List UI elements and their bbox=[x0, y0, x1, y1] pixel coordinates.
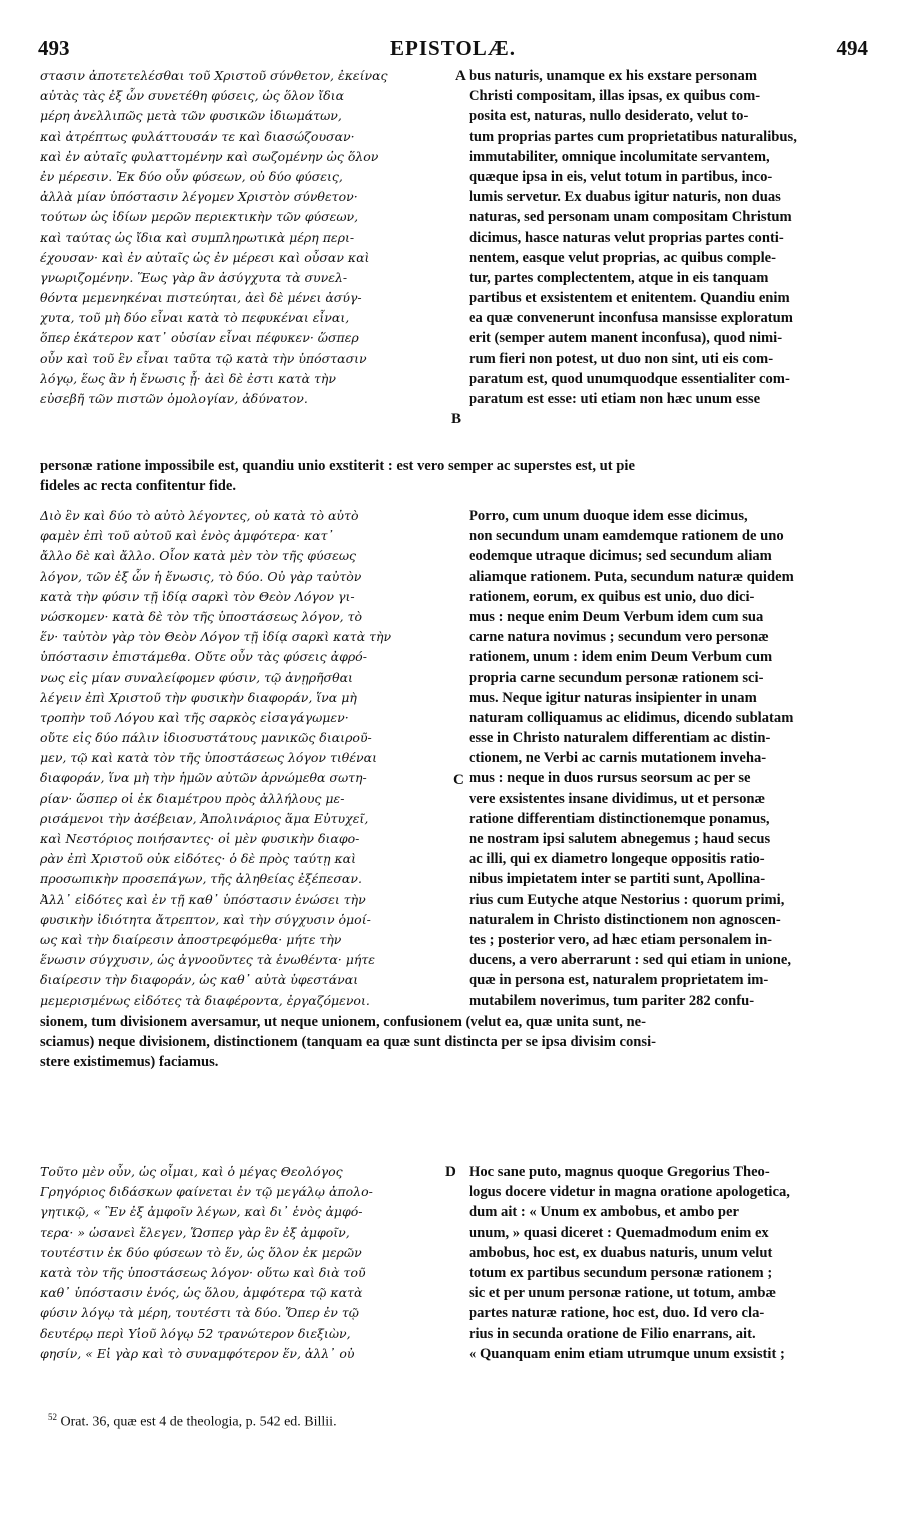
latin-line: rationem, eorum, ex quibus est unio, duo dici- bbox=[469, 588, 755, 605]
latin-line: mus : neque in duos rursus seorsum ac per se bbox=[469, 770, 751, 787]
latin-line: rius in secunda oratione de Filio enarrans, ait. bbox=[469, 1325, 756, 1342]
latin-line: ratione differentiam distinctionemque ponamus, bbox=[469, 810, 770, 827]
greek-line: ἐν μέρεσιν. Ἐκ δύο οὖν φύσεων, οὐ δύο φύσεις, bbox=[40, 168, 343, 184]
latin-line: totum ex partibus secundum personæ rationem ; bbox=[469, 1264, 773, 1281]
text-line: stere existimemus) faciamus. bbox=[40, 1054, 219, 1071]
greek-line: γητικῷ, « Ἓν ἐξ ἀμφοῖν λέγων, καὶ δι᾽ ἑνὸς ἀμφό- bbox=[40, 1204, 363, 1220]
latin-line: Hoc sane puto, magnus quoque Gregorius Theo- bbox=[469, 1164, 770, 1180]
latin-line: partibus et exsistentem et enitentem. Quandiu enim bbox=[469, 290, 790, 307]
latin-line: propria carne secundum personæ rationem sci- bbox=[469, 669, 764, 686]
text-line: personæ ratione impossibile est, quandiu unio exstiterit : est vero semper ac superstes est, ut pie bbox=[40, 458, 635, 474]
latin-line: tur, partes complectentem, atque in eis tanquam bbox=[469, 269, 769, 286]
greek-line: τροπὴν τοῦ Λόγου καὶ τῆς σαρκὸς εἰσαγάγωμεν· bbox=[40, 709, 349, 725]
footnote-marker: 52 bbox=[48, 1412, 57, 1422]
latin-column bbox=[469, 1162, 869, 1364]
greek-line: οὔτε εἰς δύο πάλιν ἰδιοσυστάτους μανικῶς διαιροῦ- bbox=[40, 730, 372, 746]
greek-line: Διὸ ἓν καὶ δύο τὸ αὐτὸ λέγοντες, οὐ κατὰ τὸ αὐτὸ bbox=[40, 508, 359, 523]
latin-line: nibus impietatem inter se partiti sunt, Apollina- bbox=[469, 871, 766, 888]
greek-line: έχουσαν· καὶ ἐν αὐταῖς ὡς ἐν μέρεσι καὶ οὖσαν καὶ bbox=[40, 249, 370, 265]
latin-line: immutabiliter, omnique incolumitate servantem, bbox=[469, 148, 770, 165]
greek-line: ρίαν· ὥσπερ οἱ ἐκ διαμέτρου πρὸς ἀλλήλους με- bbox=[40, 790, 345, 806]
greek-line: κατὰ τὴν φύσιν τῇ ἰδίᾳ σαρκὶ τὸν Θεὸν Λόγον γι- bbox=[40, 588, 355, 604]
latin-line: vere exsistentes insane dividimus, ut et personæ bbox=[469, 790, 766, 807]
greek-line: ρισάμενοι τὴν ἀσέβειαν, Ἀπολινάριος ἅμα Εὐτυχεῖ, bbox=[40, 810, 369, 826]
greek-line: καὶ Νεστόριος ποιήσαντες· οἱ μὲν φυσικὴν διαφο- bbox=[40, 831, 360, 846]
greek-column bbox=[40, 506, 452, 1011]
greek-line: φαμὲν ἐπὶ τοῦ αὐτοῦ καὶ ἑνὸς ἀμφότερα· κατ᾽ bbox=[40, 528, 334, 544]
latin-line: erit (semper autem manent inconfusa), quod nimi- bbox=[469, 330, 783, 347]
greek-line: τουτέστιν ἐκ δύο φύσεων τὸ ἕν, ὡς ὅλον ἐκ μερῶν bbox=[40, 1244, 362, 1260]
greek-line: μεν, τῷ καὶ κατὰ τὸν τῆς ὑποστάσεως λόγον τιθέναι bbox=[40, 750, 377, 766]
latin-line: unum, » quasi diceret : Quemadmodum enim ex bbox=[469, 1224, 769, 1241]
full-width-text-1 bbox=[40, 456, 870, 496]
greek-line: διαίρεσιν τὴν διαφοράν, ὡς καθ᾽ αὐτὰ ὑφεστάναι bbox=[40, 972, 359, 988]
page-header bbox=[38, 36, 868, 62]
latin-line: quæ in persona est, naturalem proprietatem im- bbox=[469, 972, 769, 989]
latin-line: tum proprias partes cum proprietatibus naturalibus, bbox=[469, 128, 797, 145]
greek-line: ἀλλὰ μίαν ὑπόστασιν λέγομεν Χριστὸν σύνθετον· bbox=[40, 189, 358, 205]
latin-line: Christi compositam, illas ipsas, ex quibus com- bbox=[469, 88, 761, 105]
latin-column bbox=[469, 66, 869, 409]
latin-line: bus naturis, unamque ex his exstare personam bbox=[469, 68, 757, 84]
page-number-left: 493 bbox=[38, 36, 70, 60]
latin-line: naturam colliquamus ac elidimus, dicendo sublatam bbox=[469, 709, 794, 726]
latin-line: lumis servetur. Ex duabus igitur naturis, non duas bbox=[469, 189, 781, 206]
latin-line: logus docere videtur in magna oratione apologetica, bbox=[469, 1184, 790, 1201]
greek-column bbox=[40, 66, 452, 409]
latin-line: carne natura novimus ; secundum vero personæ bbox=[469, 629, 769, 646]
greek-line: ἕν· ταὐτὸν γὰρ τὸν Θεὸν Λόγον τῇ ἰδίᾳ σαρκὶ κατὰ τὴν bbox=[40, 629, 392, 645]
latin-line: ambobus, hoc est, ex duabus naturis, unum velut bbox=[469, 1244, 773, 1261]
latin-line: mus : neque enim Deum Verbum idem cum sua bbox=[469, 608, 764, 625]
greek-line: ως καὶ τὴν διαίρεσιν ἀποστρεφόμεθα· μήτε τὴν bbox=[40, 931, 342, 947]
greek-line: στασιν ἀποτετελέσθαι τοῦ Χριστοῦ σύνθετον, ἐκείνας bbox=[40, 68, 388, 83]
text-line: sionem, tum divisionem aversamur, ut neque unionem, confusionem (velut ea, quæ unita sunt, ne- bbox=[40, 1014, 646, 1030]
latin-line: quæque ipsa in eis, velut totum in partibus, inco- bbox=[469, 168, 773, 185]
greek-line: θόντα μεμενηκέναι πιστεύηται, ἀεὶ δὲ μένει ἀσύγ- bbox=[40, 290, 362, 306]
margin-letter-d: D bbox=[445, 1164, 456, 1180]
latin-line: naturas, sed personam unam compositam Christum bbox=[469, 209, 792, 226]
greek-line: φυσικὴν ἰδιότητα ἄτρεπτον, καὶ τὴν σύγχυσιν ὁμοί- bbox=[40, 911, 371, 927]
greek-line: χυτα, τοῦ μὴ δύο εἶναι κατὰ τὸ πεφυκέναι εἶναι, bbox=[40, 310, 350, 326]
margin-letter-c: C bbox=[453, 772, 464, 788]
latin-line: rius cum Eutyche atque Nestorius : quorum primi, bbox=[469, 891, 785, 908]
greek-line: φύσιν λόγῳ τὰ μέρη, τουτέστι τὰ δύο. Ὅπερ ἐν τῷ bbox=[40, 1305, 359, 1321]
greek-line: φησίν, « Εἰ γὰρ καὶ τὸ συναμφότερον ἕν, ἀλλ᾽ οὐ bbox=[40, 1345, 355, 1361]
latin-line: nentem, easque velut proprias, ac quibus comple- bbox=[469, 249, 777, 266]
footnote-text: Orat. 36, quæ est 4 de theologia, p. 542 ed. Billii. bbox=[60, 1414, 337, 1430]
greek-line: Γρηγόριος διδάσκων φαίνεται ἐν τῷ μεγάλῳ ἀπολο- bbox=[40, 1184, 373, 1200]
latin-line: dicimus, hasce naturas velut proprias partes conti- bbox=[469, 229, 784, 246]
latin-column bbox=[469, 506, 869, 1011]
latin-line: esse in Christo naturalem differentiam ac distin- bbox=[469, 730, 771, 747]
greek-line: τούτων ὡς ἰδίων μερῶν περιεκτικὴν τῶν φύσεων, bbox=[40, 209, 359, 225]
greek-line: καὶ ἀτρέπτως φυλάττουσάν τε καὶ διασώζουσαν· bbox=[40, 128, 355, 144]
greek-line: καὶ ἐν αὐταῖς φυλαττομένην καὶ σωζομένην ὡς ὅλον bbox=[40, 148, 379, 164]
latin-line: tes ; posterior vero, ad hæc etiam personalem in- bbox=[469, 931, 773, 948]
latin-line: ne nostram ipsi salutem abnegemus ; haud secus bbox=[469, 831, 771, 847]
greek-line: νως εἰς μίαν συναλείφομεν φύσιν, τῷ ἀνῃρῆσθαι bbox=[40, 669, 353, 685]
greek-line: νώσκομεν· κατὰ δὲ τὸν τῆς ὑποστάσεως λόγον, τὸ bbox=[40, 608, 363, 624]
latin-line: eodemque utraque dicimus; sed secundum aliam bbox=[469, 548, 772, 565]
full-width-text-2 bbox=[40, 1012, 870, 1073]
latin-line: naturalem in Christo distinctionem non agnoscen- bbox=[469, 911, 781, 928]
greek-line: καὶ ταύτας ὡς ἴδια καὶ συμπληρωτικὰ μέρη περι- bbox=[40, 229, 355, 245]
latin-line: ducens, a vero aberrarunt : sed qui etiam in unione, bbox=[469, 952, 792, 969]
footnote bbox=[48, 1412, 337, 1431]
latin-line: dum ait : « Unum ex ambobus, et ambo per bbox=[469, 1204, 739, 1221]
greek-line: ἕνωσιν σύγχυσιν, ὡς ἀγνοοῦντες τὰ ἑνωθέντα· μήτε bbox=[40, 952, 375, 968]
latin-line: Porro, cum unum duoque idem esse dicimus, bbox=[469, 508, 748, 524]
greek-line: εὐσεβῆ τῶν πιστῶν ὁμολογίαν, ἀδύνατον. bbox=[40, 391, 308, 406]
greek-line: κατὰ τὸν τῆς ὑποστάσεως λόγον· οὕτω καὶ διὰ τοῦ bbox=[40, 1264, 366, 1280]
greek-line: μέρη ἀνελλιπῶς μετὰ τῶν φυσικῶν ἰδιωμάτων, bbox=[40, 108, 342, 124]
greek-line: ὅπερ ἑκάτερον κατ᾽ οὐσίαν εἶναι πέφυκεν· ὥσπερ bbox=[40, 330, 359, 346]
latin-line: rationem, unum : idem enim Deum Verbum cum bbox=[469, 649, 773, 666]
page-number-right: 494 bbox=[836, 36, 868, 60]
latin-line: sic et per unum personæ ratione, ut totum, ambæ bbox=[469, 1285, 777, 1302]
latin-line: ea quæ convenerunt inconfusa mansisse exploratum bbox=[469, 310, 793, 327]
greek-line: λόγῳ, ἕως ἂν ἡ ἕνωσις ᾖ· ἀεὶ δὲ ἐστι κατὰ τὴν bbox=[40, 370, 336, 386]
latin-line: rum fieri non potest, ut duo non sint, uti eis com- bbox=[469, 350, 774, 367]
latin-line: « Quanquam enim etiam utrumque unum exsistit ; bbox=[469, 1345, 785, 1362]
margin-letter-b: B bbox=[451, 411, 462, 427]
greek-line: δευτέρῳ περὶ Υἱοῦ λόγῳ 52 τρανώτερον διεξιὼν, bbox=[40, 1325, 351, 1341]
greek-line: λόγον, τῶν ἐξ ὧν ἡ ἕνωσις, τὸ δύο. Οὐ γὰρ ταὐτὸν bbox=[40, 568, 362, 584]
margin-letter-a: A bbox=[455, 68, 466, 84]
greek-line: Ἀλλ᾽ εἰδότες καὶ ἐν τῇ καθ᾽ ὑπόστασιν ἑνώσει τὴν bbox=[40, 891, 366, 907]
greek-line: μεμερισμένως εἰδότες τὰ διαφέροντα, ἐργαζόμενοι. bbox=[40, 992, 370, 1008]
text-line: fideles ac recta confitentur fide. bbox=[40, 478, 237, 495]
greek-line: αὐτὰς τὰς ἐξ ὧν συνετέθη φύσεις, ὡς ὅλον ἴδια bbox=[40, 88, 345, 104]
running-title: EPISTOLÆ. bbox=[390, 36, 516, 60]
greek-line: ἄλλο δὲ καὶ ἄλλο. Οἷον κατὰ μὲν τὸν τῆς φύσεως bbox=[40, 548, 357, 564]
latin-line: partes naturæ ratione, hoc est, duo. Id vero cla- bbox=[469, 1305, 765, 1322]
text-line: sciamus) neque divisionem, distinctionem (tanquam ea quæ sunt distincta per se ipsa divisim consi- bbox=[40, 1034, 656, 1051]
latin-line: posita est, naturas, nullo desiderato, velut to- bbox=[469, 108, 749, 125]
latin-line: ctionem, ne Verbi ac carnis mutationem inveha- bbox=[469, 750, 767, 767]
greek-column bbox=[40, 1162, 452, 1364]
greek-line: προσωπικὴν προσεπάγων, τῆς ἀληθείας ἐξέπεσαν. bbox=[40, 871, 362, 887]
latin-line: mutabilem noverimus, tum pariter 282 confu- bbox=[469, 992, 755, 1009]
greek-line: οὖν καὶ τοῦ ἓν εἶναι ταῦτα τῷ κατὰ τὴν ὑπόστασιν bbox=[40, 350, 367, 366]
greek-line: καθ᾽ ὑπόστασιν ἑνός, ὡς ὅλου, ἀμφότερα τῷ κατὰ bbox=[40, 1285, 363, 1301]
latin-line: paratum est esse: uti etiam non hæc unum esse bbox=[469, 391, 761, 407]
latin-line: paratum est, quod unumquodque essentialiter com- bbox=[469, 370, 790, 387]
latin-line: aliamque rationem. Puta, secundum naturæ quidem bbox=[469, 568, 794, 585]
greek-line: διαφοράν, ἵνα μὴ τὴν ἡμῶν αὐτῶν ἀρνώμεθα σωτη- bbox=[40, 770, 367, 786]
greek-line: ὑπόστασιν ἐπιστάμεθα. Οὔτε οὖν τὰς φύσεις ἀφρό- bbox=[40, 649, 367, 665]
greek-line: Τοῦτο μὲν οὖν, ὡς οἶμαι, καὶ ὁ μέγας Θεολόγος bbox=[40, 1164, 343, 1179]
greek-line: ρὰν ἐπὶ Χριστοῦ οὐκ εἰδότες· ὁ δὲ πρὸς ταύτῃ καὶ bbox=[40, 851, 357, 867]
latin-line: ac illi, qui ex diametro longeque oppositis ratio- bbox=[469, 851, 765, 868]
greek-line: λέγειν ἐπὶ Χριστοῦ τὴν φυσικὴν διαφοράν, ἵνα μὴ bbox=[40, 689, 357, 705]
latin-line: non secundum unam eamdemque rationem de uno bbox=[469, 528, 784, 545]
latin-line: mus. Neque igitur naturas insipienter in unam bbox=[469, 689, 757, 706]
greek-line: γνωριζομένην. Ἕως γὰρ ἂν ἀσύγχυτα τὰ συνελ- bbox=[40, 269, 348, 285]
greek-line: τερα· » ὡσανεὶ ἔλεγεν, Ὥσπερ γὰρ ἓν ἐξ ἀμφοῖν, bbox=[40, 1224, 350, 1240]
